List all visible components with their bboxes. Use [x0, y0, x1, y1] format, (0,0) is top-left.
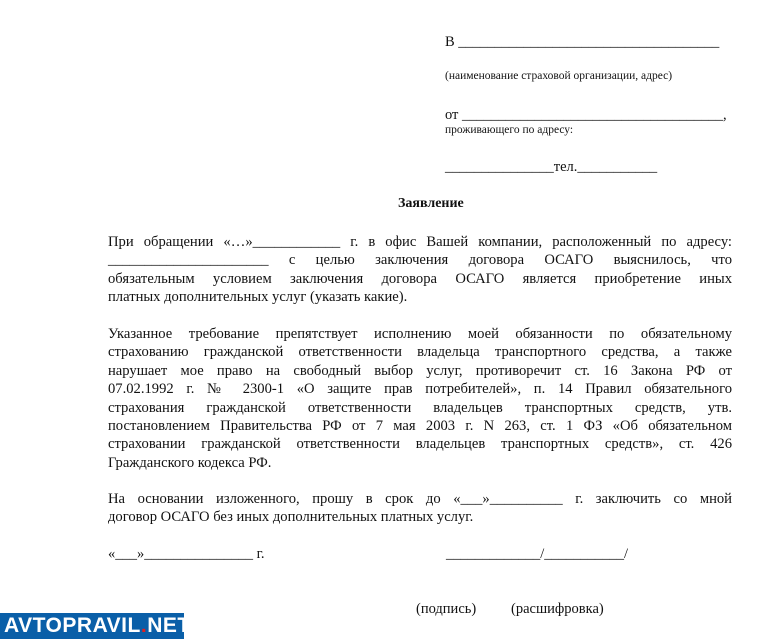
document-title: Заявление	[398, 196, 464, 211]
phone-line: _______________тел.___________	[445, 159, 658, 175]
paragraph-line: постановлением Правительства РФ от 7 мая 2003 г. N 263, ст. 1 ФЗ «Об обязательном	[108, 417, 732, 434]
paragraph-legal-basis	[108, 325, 732, 472]
signature-line: _____________/___________/	[446, 546, 629, 562]
paragraph-line: Указанное требование препятствует исполнению моей обязанности по обязательному	[108, 326, 732, 342]
avtopravil-logo	[0, 613, 191, 639]
paragraph-line: договор ОСАГО без иных дополнительных платных услуг.	[108, 509, 474, 526]
paragraph-line: Гражданского кодекса РФ.	[108, 454, 272, 471]
paragraph-line: обязательным условием заключения договора ОСАГО является приобретение иных	[108, 270, 732, 287]
paragraph-demand	[108, 490, 732, 527]
paragraph-line: страхования гражданской ответственности владельцев транспортных средств, утв.	[108, 399, 732, 416]
date-line: «___»_______________ г.	[108, 546, 265, 562]
paragraph-line: ______________________ с целью заключения договора ОСАГО выяснилось, что	[108, 252, 732, 269]
paragraph-line: При обращении «…»____________ г. в офис Вашей компании, расположенный по адресу:	[108, 234, 732, 250]
logo-text-main: AVTOPRAVIL	[4, 614, 141, 637]
recipient-line: В ____________________________________	[445, 34, 720, 50]
paragraph-line: страховании гражданской ответственности владельцев транспортных средств», ст. 426	[108, 436, 732, 453]
residing-caption: проживающего по адресу:	[445, 124, 574, 136]
signature-label: (подпись)	[416, 601, 477, 617]
logo-text-net: NET	[147, 614, 191, 637]
paragraph-request	[108, 233, 732, 307]
paragraph-line: На основании изложенного, прошу в срок до «___»__________ г. заключить со мной	[108, 491, 732, 507]
org-caption: (наименование страховой организации, адрес)	[445, 70, 673, 82]
sender-line: от ____________________________________,	[445, 107, 727, 123]
paragraph-line: нарушает мое право на свободный выбор услуг, противоречит ст. 16 Закона РФ от	[108, 362, 732, 379]
logo-dot: .	[140, 614, 148, 637]
decode-label: (расшифровка)	[511, 601, 604, 617]
paragraph-line: платных дополнительных услуг (указать какие).	[108, 289, 408, 306]
paragraph-line: страхованию гражданской ответственности владельца транспортного средства, а также	[108, 344, 732, 361]
paragraph-line: 07.02.1992 г. № 2300-1 «О защите прав потребителей», п. 14 Правил обязательного	[108, 381, 732, 398]
